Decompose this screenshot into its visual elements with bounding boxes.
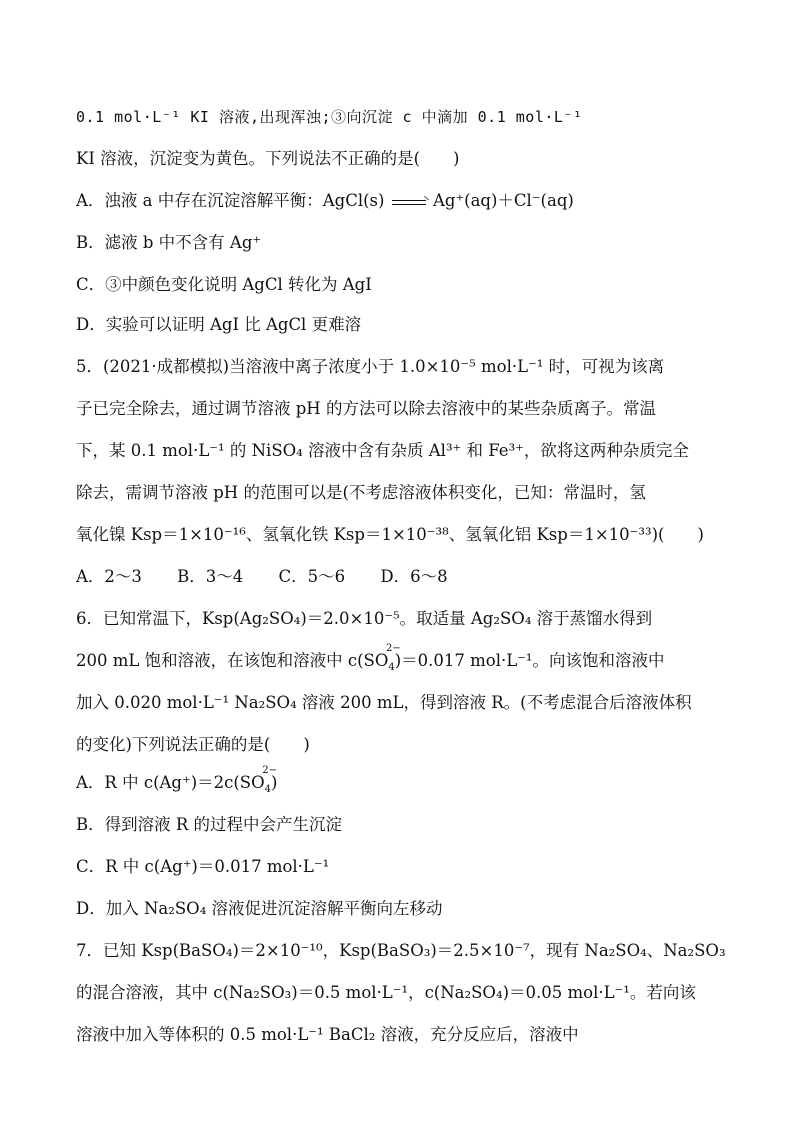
- q4-line1: 0.1 mol·L⁻¹ KI 溶液,出现浑浊;③向沉淀 c 中滴加 0.1 mol·L⁻¹: [76, 108, 583, 126]
- q5-options: [76, 566, 726, 588]
- q5-line4: 除去，需调节溶液 pH 的范围可以是(不考虑溶液体积变化，已知：常温时，氢: [76, 483, 646, 502]
- q6-line2-rest: )＝0.017 mol·L⁻¹。向该饱和溶液中: [394, 651, 665, 670]
- q6-option-a: [76, 765, 726, 801]
- q6-line2: [76, 643, 726, 679]
- q6-option-c: C．R 中 c(Ag⁺)＝0.017 mol·L⁻¹: [76, 857, 330, 876]
- sulfate-charge-a: 2− $_4$: [262, 765, 278, 795]
- q5-line3: 下，某 0.1 mol·L⁻¹ 的 NiSO₄ 溶液中含有杂质 Al³⁺ 和 Fe³⁺，欲将这两种杂质完全: [76, 441, 689, 460]
- q7-line3: 溶液中加入等体积的 0.5 mol·L⁻¹ BaCl₂ 溶液，充分反应后，溶液中: [76, 1025, 579, 1044]
- equilibrium-arrow-icon: [392, 197, 426, 207]
- sulfate-charge: 2− $_4$: [385, 643, 401, 673]
- q7-line2: 的混合溶液，其中 c(Na₂SO₃)＝0.5 mol·L⁻¹，c(Na₂SO₄)＝0.05 mol·L⁻¹。若向该: [76, 983, 696, 1002]
- q4-option-a-products: Ag⁺(aq)＋Cl⁻(aq): [432, 191, 574, 210]
- q4-option-b: B．滤液 b 中不含有 Ag⁺: [76, 233, 262, 252]
- q6-line4: 的变化)下列说法正确的是( ): [76, 735, 310, 754]
- q6-option-b: B．得到溶液 R 的过程中会产生沉淀: [76, 815, 343, 834]
- q4-option-d: D．实验可以证明 AgI 比 AgCl 更难溶: [76, 315, 362, 334]
- q5-line2: 子已完全除去，通过调节溶液 pH 的方法可以除去溶液中的某些杂质离子。常温: [76, 399, 656, 418]
- q5-line5: 氧化镍 Ksp＝1×10⁻¹⁶、氢氧化铁 Ksp＝1×10⁻³⁸、氢氧化铝 Ksp＝1×10⁻³³)( ): [76, 525, 704, 544]
- q6-option-d: D．加入 Na₂SO₄ 溶液促进沉淀溶解平衡向左移动: [76, 899, 443, 918]
- q5-option-d: D．6～8: [380, 567, 448, 586]
- q5-option-a: A．2～3: [76, 567, 142, 586]
- q7-line1: 7．已知 Ksp(BaSO₄)＝2×10⁻¹⁰，Ksp(BaSO₃)＝2.5×10⁻⁷，现有 Na₂SO₄、Na₂SO₃: [76, 941, 726, 960]
- q5-option-b: B．3～4: [177, 567, 244, 586]
- q6-option-a-close: ): [271, 773, 278, 792]
- q4-option-c: C．③中颜色变化说明 AgCl 转化为 AgI: [76, 275, 372, 294]
- q4-option-a-text: A．浊液 a 中存在沉淀溶解平衡：AgCl(s): [76, 191, 385, 210]
- q5-line1: 5．(2021·成都模拟)当溶液中离子浓度小于 1.0×10⁻⁵ mol·L⁻¹ 时，可视为该离: [76, 357, 665, 376]
- q4-option-a: [76, 190, 726, 212]
- q6-line3: 加入 0.020 mol·L⁻¹ Na₂SO₄ 溶液 200 mL，得到溶液 R。(不考虑混合后溶液体积: [76, 693, 692, 712]
- q6-option-a-text: A．R 中 c(Ag⁺)＝2c(SO: [76, 773, 265, 792]
- q5-option-c: C．5～6: [278, 567, 346, 586]
- q4-line2: KI 溶液，沉淀变为黄色。下列说法不正确的是( ): [76, 149, 460, 168]
- q6-line2-text: 200 mL 饱和溶液，在该饱和溶液中 c(SO: [76, 651, 389, 670]
- q6-line1: 6．已知常温下，Ksp(Ag₂SO₄)＝2.0×10⁻⁵。取适量 Ag₂SO₄ 溶于蒸馏水得到: [76, 609, 653, 628]
